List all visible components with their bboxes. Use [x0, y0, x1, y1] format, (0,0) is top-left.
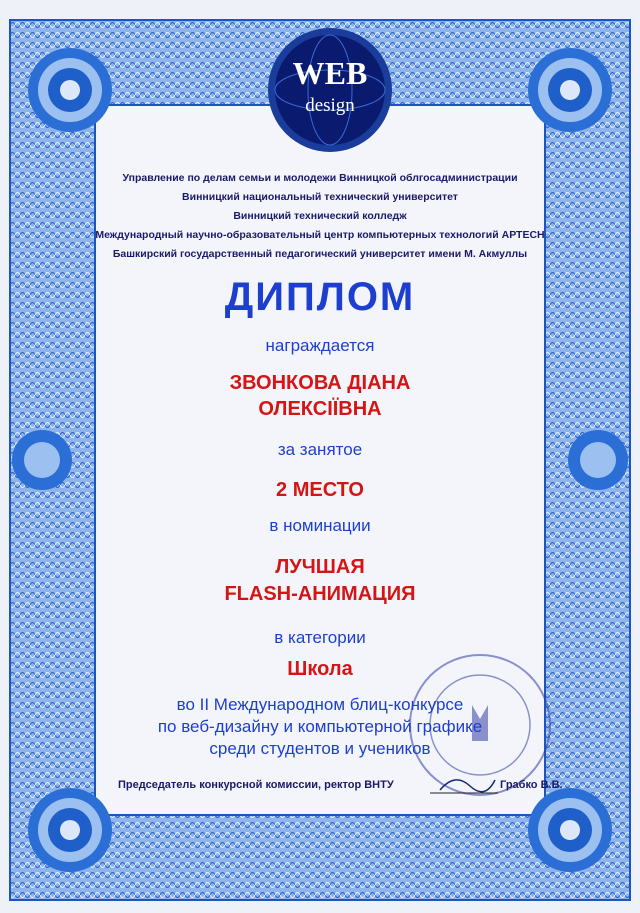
organization-line: Винницкий технический колледж	[233, 210, 407, 222]
nomination-line-1: ЛУЧШАЯ	[275, 556, 365, 578]
chair-text: Председатель конкурсной комиссии, ректор ВНТУ	[118, 779, 394, 791]
organization-line: Винницкий национальный технический университет	[182, 191, 458, 203]
recipient-name: ЗВОНКОВА ДІАНА	[229, 372, 411, 394]
category-value: Школа	[287, 658, 353, 680]
signatory-name: Грабко В.В.	[500, 779, 563, 791]
logo-web-text: WEB	[292, 55, 368, 91]
organization-line: Башкирский государственный педагогический университет имени М. Акмуллы	[112, 248, 528, 260]
contest-line-1: во II Международном блиц-конкурсе	[176, 695, 464, 714]
organization-line: Управление по делам семьи и молодежи Винницкой облгосадминистрации	[122, 172, 518, 184]
awarded-text: награждается	[265, 336, 375, 355]
organization-line: Международный научно-образовательный центр компьютерных технологий АРТЕСН	[95, 229, 545, 241]
contest-line-3: среди студентов и учеников	[209, 739, 431, 758]
diploma-title: ДИПЛОМ	[224, 275, 416, 319]
for-place-text: за занятое	[277, 440, 363, 459]
nomination-line-2: FLASH-АНИМАЦИЯ	[224, 583, 416, 605]
category-label: в категории	[274, 628, 366, 647]
place-text: 2 МЕСТО	[276, 479, 364, 501]
contest-line-2: по веб-дизайну и компьютерной графике	[157, 717, 483, 736]
logo-design-text: design	[305, 95, 355, 116]
recipient-patronymic: ОЛЕКСІЇВНА	[258, 398, 382, 420]
nomination-label: в номинации	[269, 516, 371, 535]
